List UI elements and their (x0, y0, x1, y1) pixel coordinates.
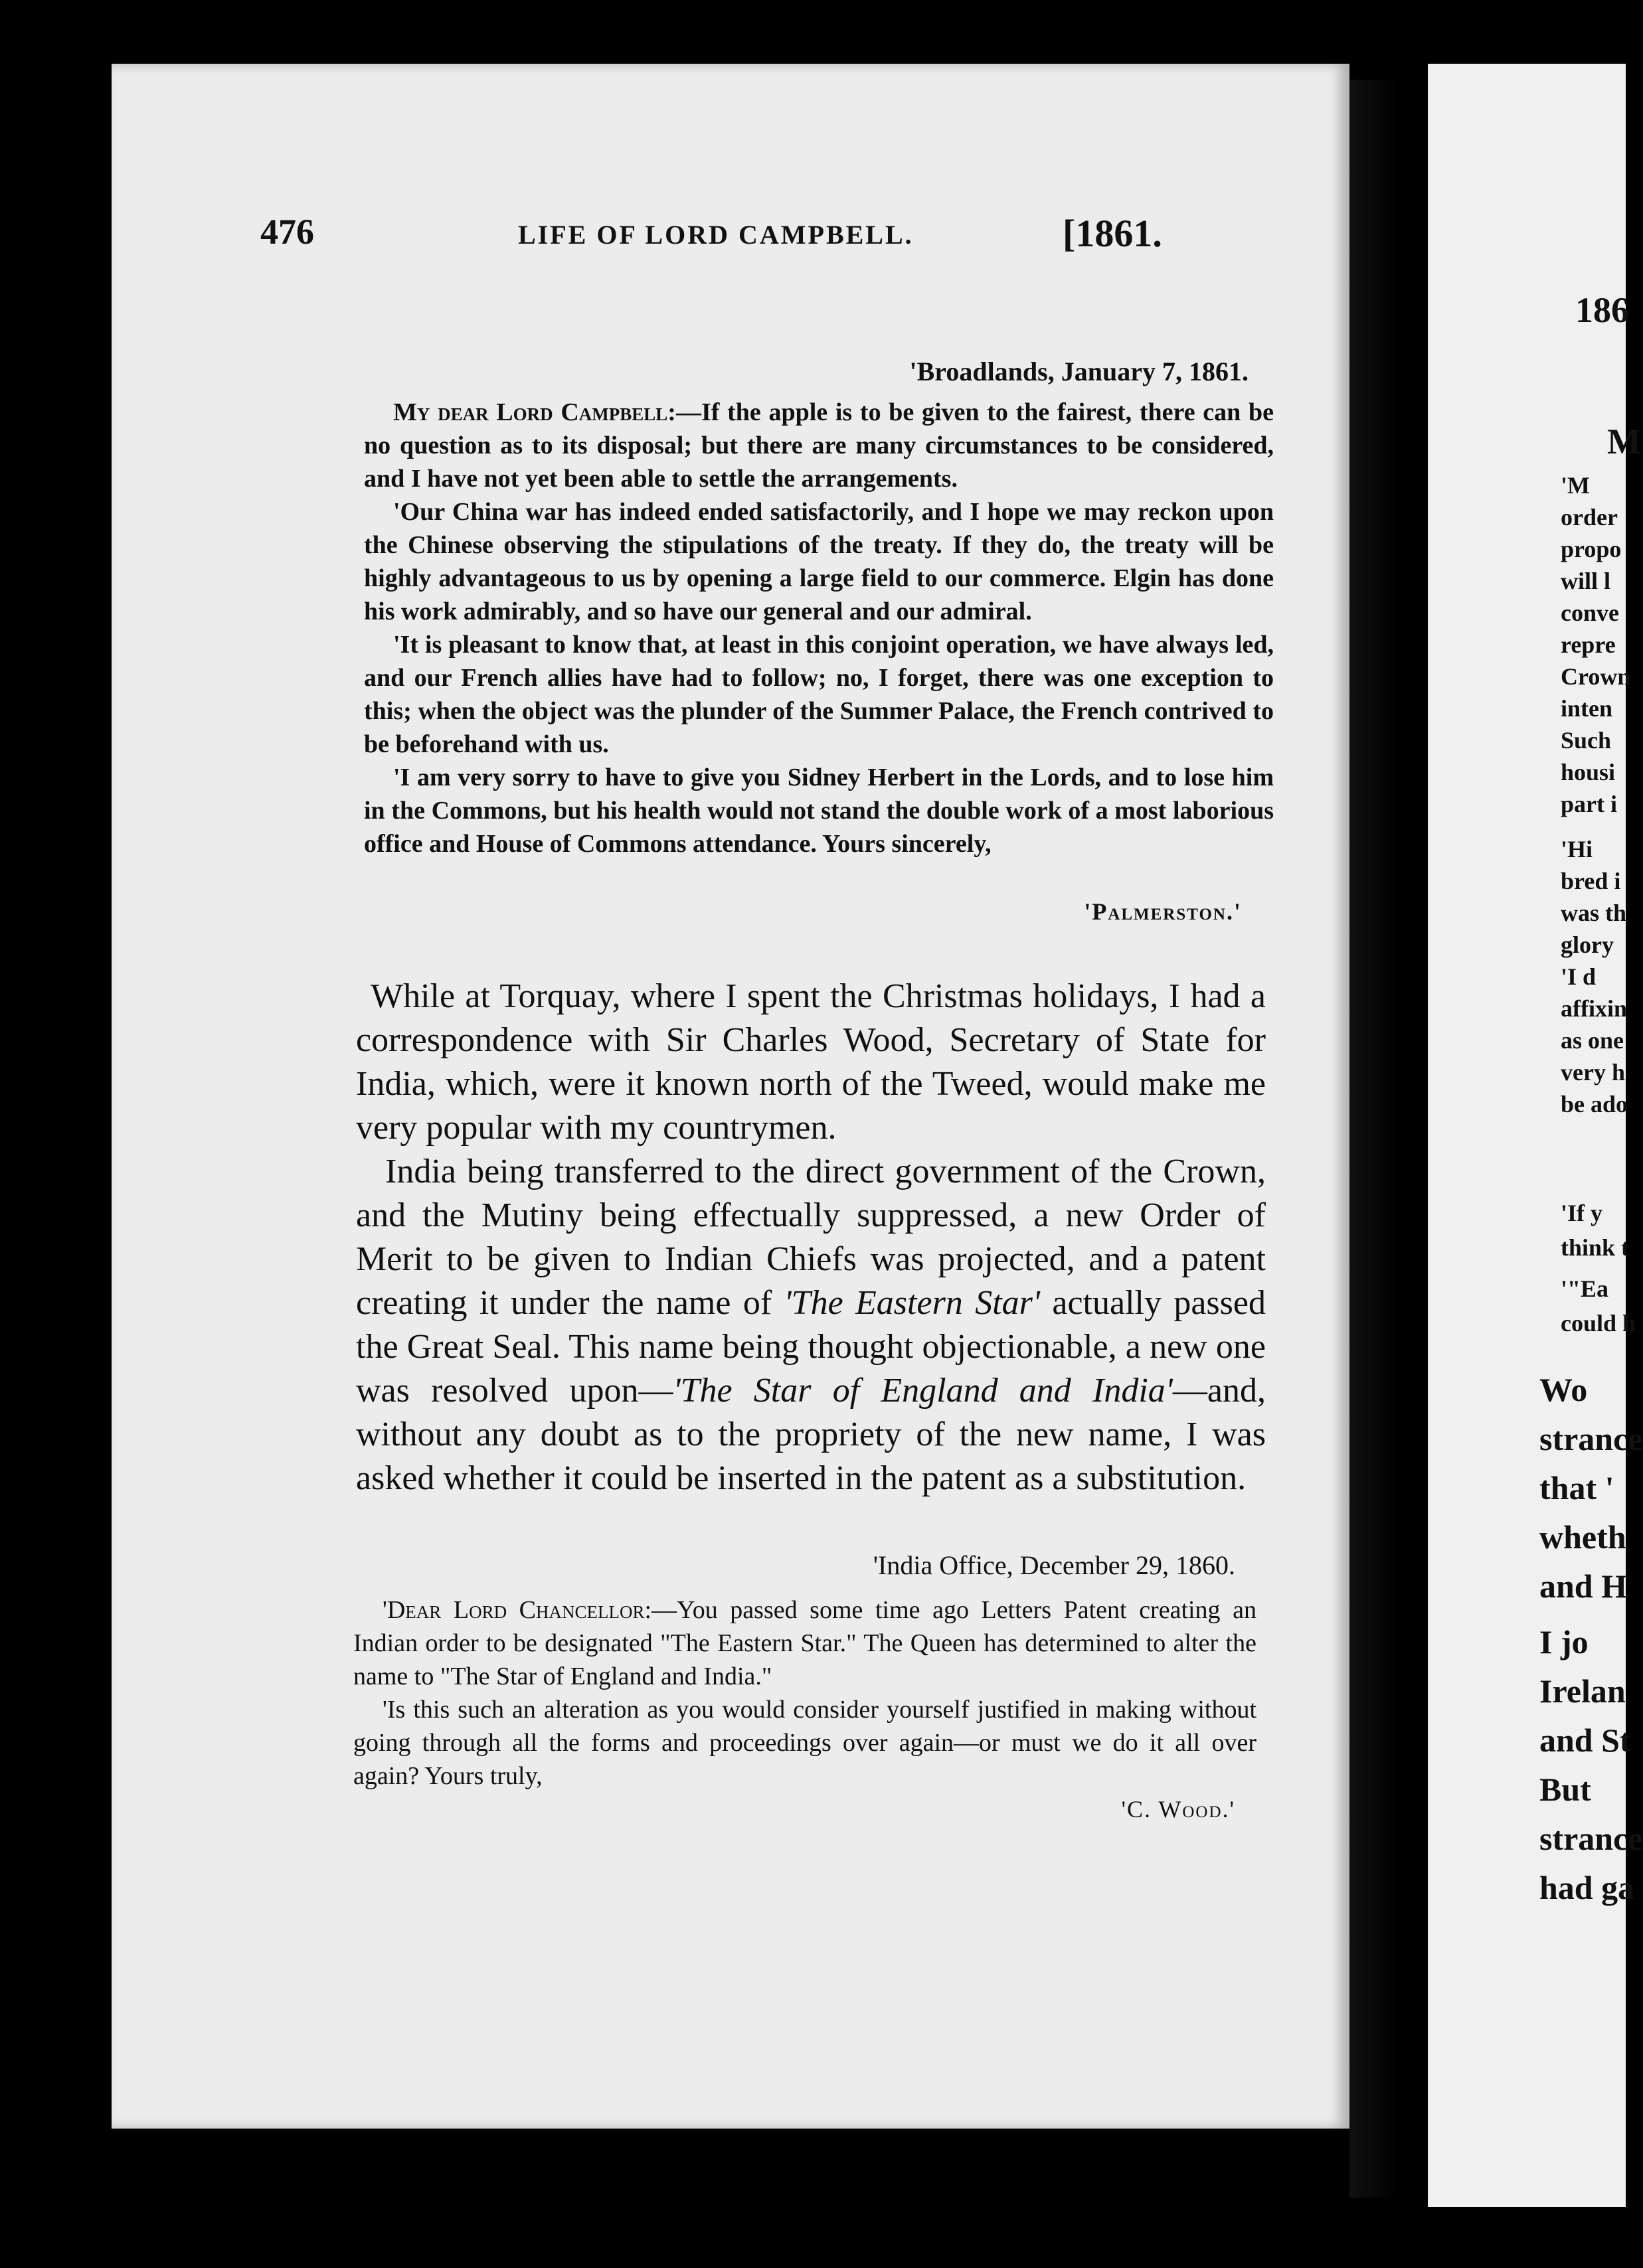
rp-small-line: glory (1561, 932, 1614, 958)
right-page-fragment (1428, 64, 1643, 2207)
letter2-salutation: 'Dear Lord Chancellor (383, 1596, 645, 1624)
letter1-body (364, 396, 1274, 860)
rp-large-line: and St (1539, 1722, 1631, 1759)
rp-small-line: repre (1561, 631, 1616, 658)
rp-large-line: that ' (1539, 1469, 1614, 1506)
rp-small-line: very h (1561, 1059, 1625, 1086)
right-title-fragment: M (1607, 422, 1641, 461)
right-header-fragment: 186 (1575, 290, 1629, 330)
letter1-para1: :—If the apple is to be given to the fairest, there can be no question as to its disposal; but there are many circumstances to be considered, and I have not yet been able to settle the arrangements. (364, 398, 1274, 493)
rp-small-line: 'M (1561, 472, 1590, 499)
rp-small-line: conve (1561, 600, 1619, 626)
rp-large-line: had ga (1539, 1869, 1635, 1906)
rp-small-line: be ado (1561, 1091, 1628, 1117)
rp-small2-line: think t (1561, 1234, 1630, 1261)
body-para2-text-c: —and, without any doubt as to the propriety of the new name, I was asked whether it could be inserted in the patent as a substitution. (356, 1372, 1266, 1497)
body-para1: While at Torquay, where I spent the Christmas holidays, I had a correspondence with Sir Charles Wood, Secretary of State for India, which, were it known north of the Tweed, would make me very popular with my countrymen. (356, 977, 1266, 1147)
body-para2-star-of-england: 'The Star of England and India' (673, 1372, 1173, 1410)
rp-large-line: and H (1539, 1568, 1628, 1605)
letter2-dateline: 'India Office, December 29, 1860. (873, 1550, 1235, 1580)
rp-small-line: will l (1561, 568, 1611, 594)
letter1-para3: 'It is pleasant to know that, at least in this conjoint operation, we have always led, and our French allies have had to follow; no, I forget, there was one exception to this; when the object was the plunder of the Summer Palace, the French contrived to be beforehand with us. (364, 631, 1274, 758)
letter2-signature: 'C. Wood.' (1121, 1796, 1235, 1822)
rp-small-line: was th (1561, 900, 1627, 926)
rp-small-line: 'Hi (1561, 836, 1593, 862)
letter2-para2: 'Is this such an alteration as you would consider yourself justified in making without going through all the forms and proceedings over again—or must we do it all over again? Yours truly, (353, 1696, 1256, 1790)
rp-large-line: strance (1539, 1820, 1643, 1857)
letter1-para4: 'I am very sorry to have to give you Sidney Herbert in the Lords, and to lose him in the Commons, but his health would not stand the double work of a most laborious office and House of Commons attendance. Yours sincerely, (364, 764, 1274, 858)
rp-large-line: Wo (1539, 1371, 1588, 1408)
letter1-dateline: 'Broadlands, January 7, 1861. (909, 357, 1249, 386)
rp-large-line: But (1539, 1771, 1591, 1808)
rp-small-line: inten (1561, 695, 1613, 722)
letter2-body (353, 1593, 1256, 1793)
rp-small2-line: '"Ea (1561, 1275, 1608, 1302)
page-gutter-shadow (1349, 80, 1429, 2198)
body-para2-text-b: actually passed the Great Seal. This name being thought objectionable, a new one was resolved upon— (356, 1284, 1266, 1410)
body-para2-eastern-star: 'The Eastern Star' (784, 1284, 1040, 1322)
rp-small-line: order (1561, 504, 1618, 530)
rp-small-line: Such (1561, 727, 1612, 754)
rp-small-line: affixin (1561, 995, 1628, 1022)
rp-small2-line: could h (1561, 1310, 1636, 1336)
rp-small-line: propo (1561, 536, 1622, 562)
body-para2-text-a: India being transferred to the direct government of the Crown, and the Mutiny being effectually suppressed, a new Order of Merit to be given to Indian Chiefs was projected, and a patent creating it under the name of (356, 1153, 1266, 1322)
rp-large-line: Irelan (1539, 1672, 1626, 1710)
body-para2 (356, 1150, 1266, 1500)
rp-small-line: Crown (1561, 663, 1631, 690)
header-year: [1861. (1063, 212, 1162, 255)
letter1-para2: 'Our China war has indeed ended satisfactorily, and I hope we may reckon upon the Chinese observing the stipulations of the treaty. If they do, the treaty will be highly advantageous to us by opening a large field to our commerce. Elgin has done his work admirably, and so have our general and our admiral. (364, 498, 1274, 625)
rp-large-line: I jo (1539, 1623, 1589, 1660)
rp-small-line: bred i (1561, 868, 1621, 894)
rp-large-line: wheth (1539, 1518, 1626, 1556)
page-number: 476 (260, 212, 314, 252)
letter1-signature: 'Palmerston.' (1084, 898, 1242, 925)
letter2-para1: :—You passed some time ago Letters Patent creating an Indian order to be designated "The Eastern Star." The Queen has determined to alter the name to "The Star of England and India." (353, 1596, 1257, 1690)
rp-small-line: part i (1561, 791, 1617, 817)
rp-small-line: as one (1561, 1027, 1624, 1054)
rp-small2-line: 'If y (1561, 1200, 1602, 1226)
rp-small-line: 'I d (1561, 963, 1597, 990)
rp-small-line: housi (1561, 759, 1616, 785)
running-head: LIFE OF LORD CAMPBELL. (518, 220, 914, 250)
main-body-text (356, 975, 1266, 1500)
letter1-salutation: My dear Lord Campbell (393, 398, 668, 426)
rp-large-line: strance (1539, 1420, 1643, 1457)
